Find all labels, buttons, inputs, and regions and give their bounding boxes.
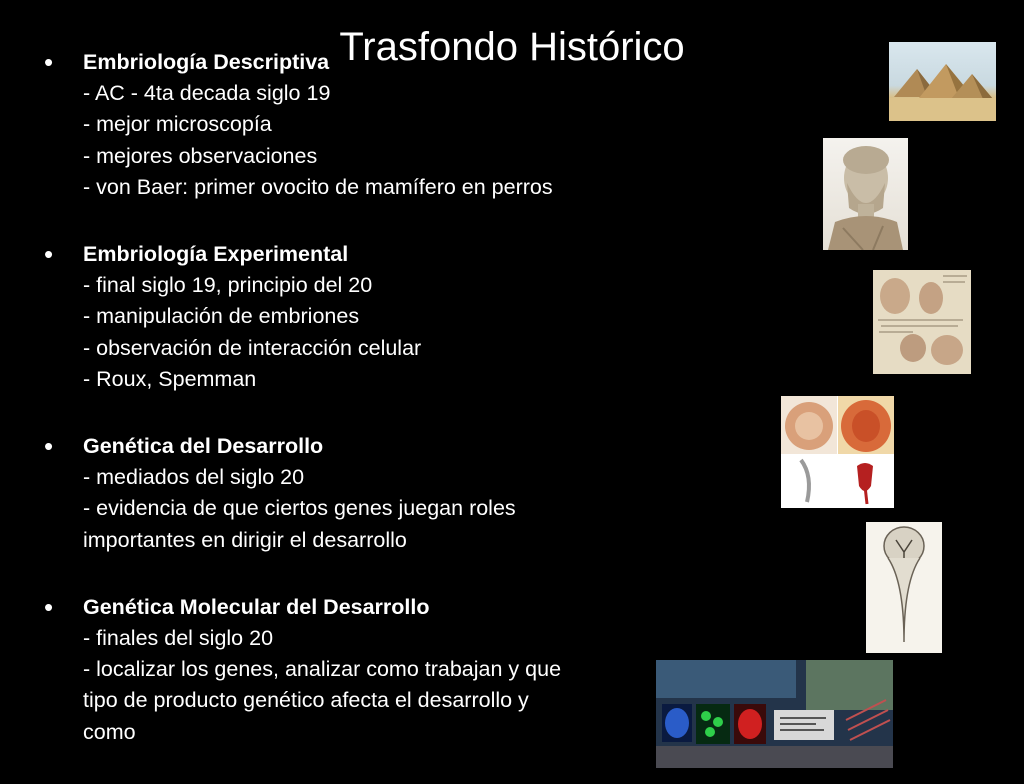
- bullet-line: como: [83, 719, 136, 744]
- bullet-list: [44, 47, 684, 784]
- bullet-heading: Embriología Descriptiva: [83, 50, 330, 74]
- bullet-dot-icon: •: [44, 431, 54, 462]
- bullet-line: tipo de producto genético afecta el desarrollo y: [83, 688, 529, 713]
- bullet-line: - observación de interacción celular: [83, 335, 422, 360]
- bullet-heading: Genética del Desarrollo: [83, 434, 324, 459]
- bullet-dot-icon: •: [44, 591, 54, 622]
- bullet-line: - mediados del siglo 20: [83, 465, 305, 490]
- embryo-panels-image: [781, 396, 894, 508]
- bullet-item-genetica: [44, 431, 684, 556]
- bullet-line: - mejores observaciones: [83, 143, 318, 168]
- fetus-sketch-image: [873, 270, 971, 374]
- bullet-heading: Embriología Experimental: [83, 242, 349, 267]
- bullet-item-molecular: [44, 592, 684, 748]
- bullet-line: - manipulación de embriones: [83, 304, 360, 329]
- bullet-line: - evidencia de que ciertos genes juegan roles: [83, 496, 516, 521]
- bullet-line: - localizar los genes, analizar como trabajan y que: [83, 657, 562, 682]
- bullet-item-descriptiva: [44, 47, 684, 203]
- bullet-line: - mejor microscopía: [83, 112, 272, 137]
- bullet-item-experimental: [44, 239, 684, 395]
- slide-title: Trasfondo Histórico: [339, 25, 685, 69]
- bullet-line: importantes en dirigir el desarrollo: [83, 527, 407, 552]
- bullet-line: - final siglo 19, principio del 20: [83, 273, 373, 298]
- bullet-dot-icon: •: [44, 47, 54, 77]
- bust-image: [823, 138, 908, 250]
- bullet-line: - von Baer: primer ovocito de mamífero en perros: [83, 174, 553, 199]
- bullet-line: - finales del siglo 20: [83, 626, 274, 651]
- bullet-line: - AC - 4ta decada siglo 19: [83, 81, 331, 106]
- bullet-dot-icon: •: [44, 239, 54, 270]
- bullet-heading: Genética Molecular del Desarrollo: [83, 594, 430, 619]
- bullet-line: - Roux, Spemman: [83, 366, 257, 391]
- lab-collage-image: [656, 660, 893, 768]
- embryo-drawing-image: [866, 522, 942, 653]
